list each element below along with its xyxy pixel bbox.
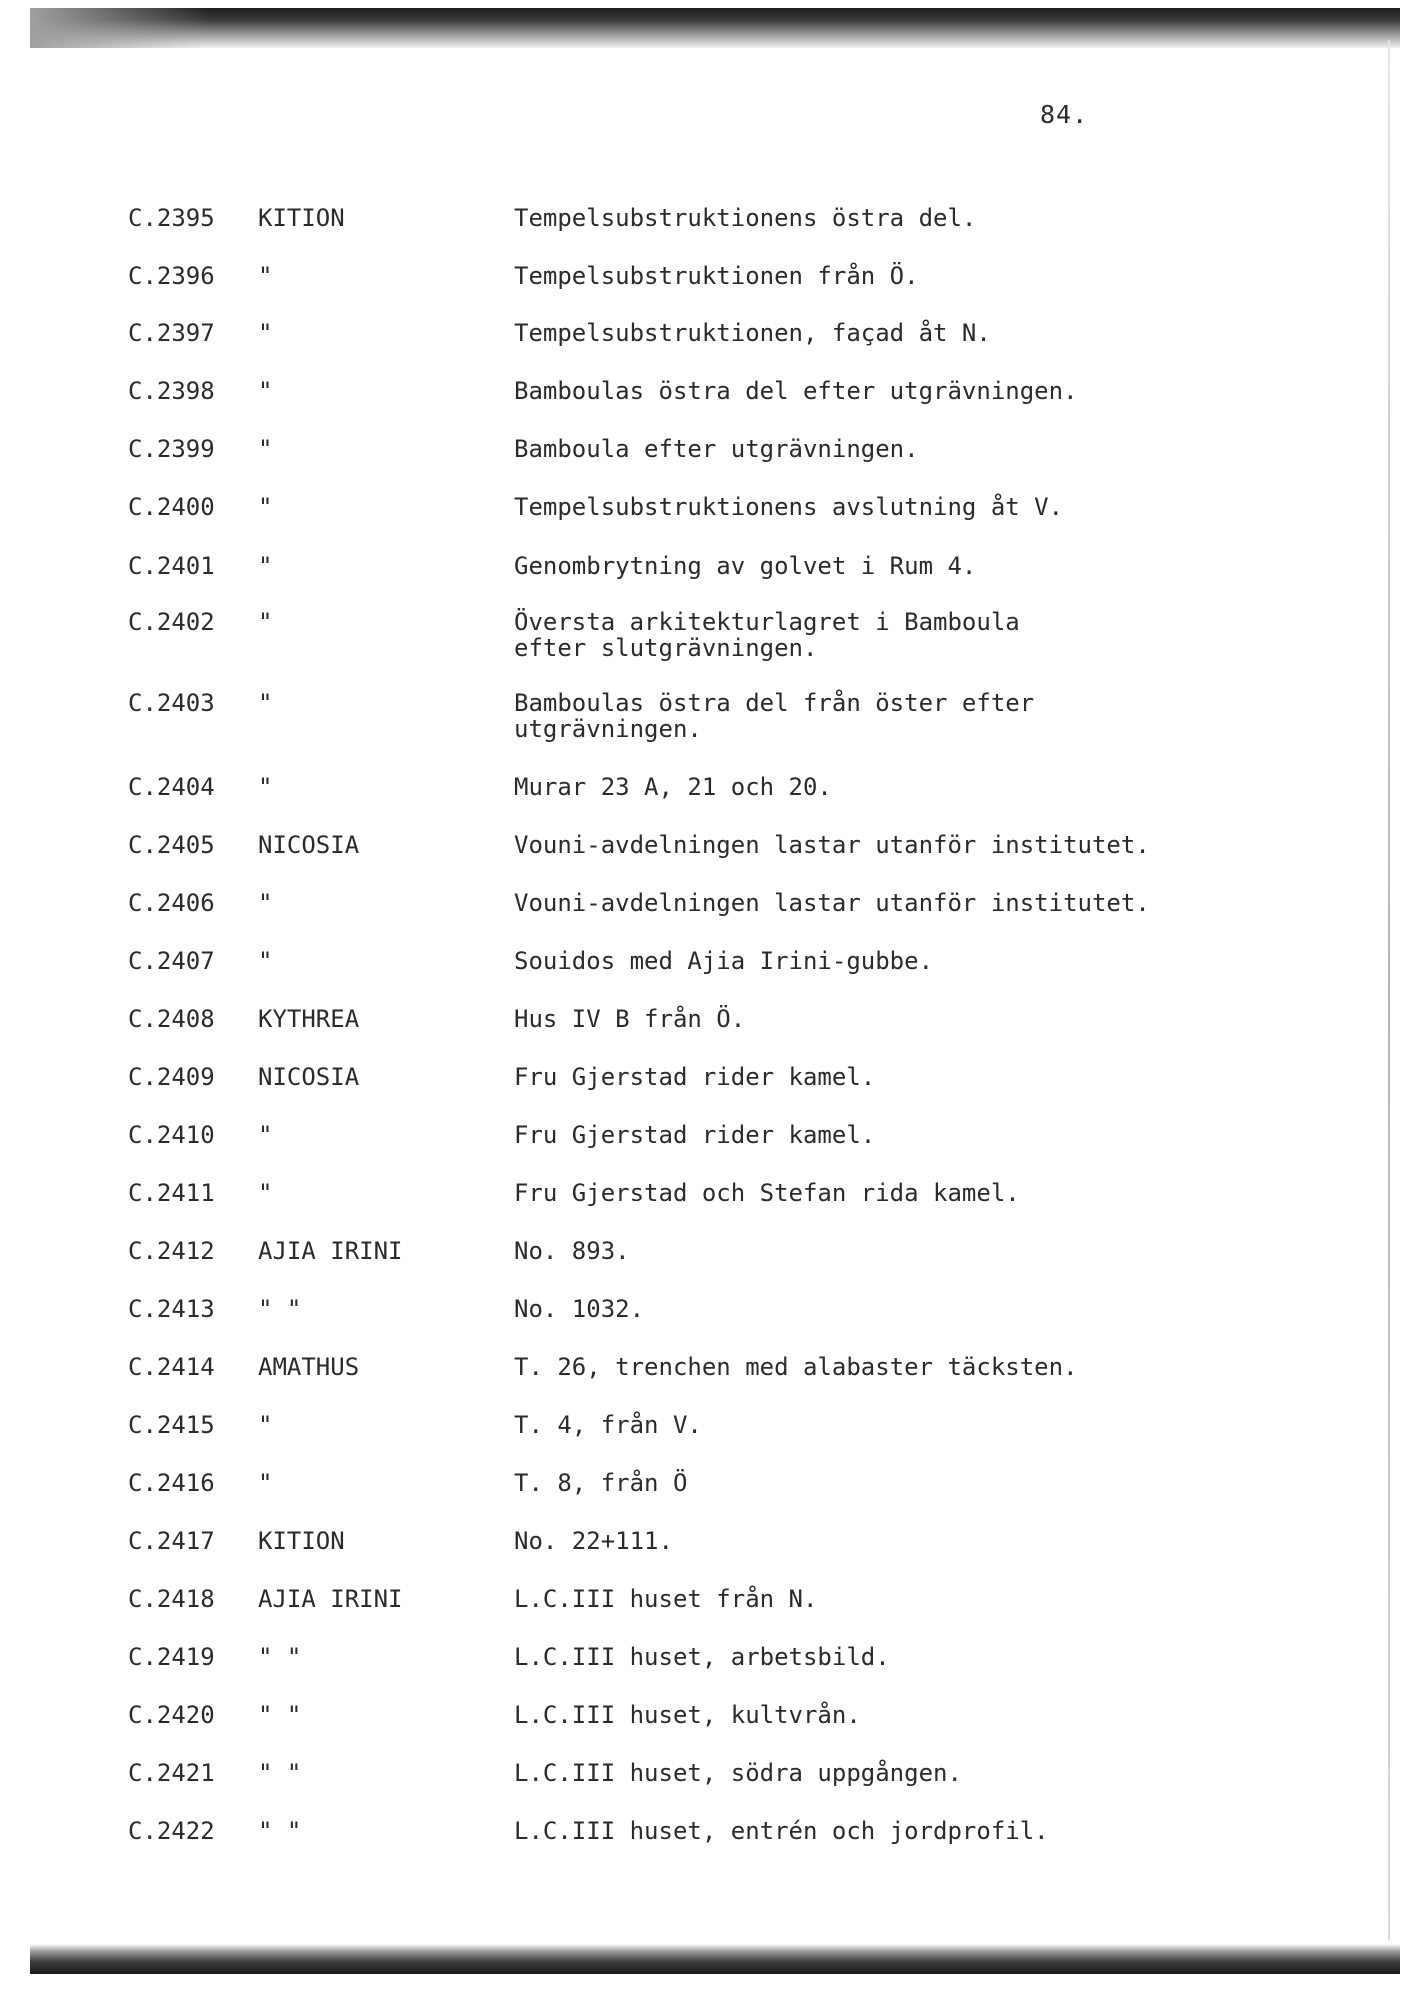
entry-number: C.2403 [128,689,215,717]
entry-number: C.2421 [128,1759,215,1787]
entry-description: L.C.III huset, entrén och jordprofil. [514,1817,1049,1845]
entry-site: " [258,377,273,405]
entry-site: " [258,889,273,917]
entry-description: Vouni-avdelningen lastar utanför institutet. [514,831,1150,859]
entry-description: Vouni-avdelningen lastar utanför institutet. [514,889,1150,917]
catalog-entry [0,1180,1414,1240]
entry-number: C.2414 [128,1353,215,1381]
entry-site: KITION [258,204,345,232]
entry-number: C.2417 [128,1527,215,1555]
entry-description: T. 26, trenchen med alabaster täcksten. [514,1353,1078,1381]
entry-description: Hus IV B från Ö. [514,1005,746,1033]
catalog-entry [0,1586,1414,1646]
entry-number: C.2406 [128,889,215,917]
entry-description: Souidos med Ajia Irini-gubbe. [514,947,934,975]
catalog-entry [0,609,1414,669]
entry-description: Bamboulas östra del från öster efter utgrävningen. [514,689,1035,743]
entry-site: AJIA IRINI [258,1237,403,1265]
entry-description: Tempelsubstruktionens östra del. [514,204,977,232]
catalog-entry [0,1064,1414,1124]
catalog-entry [0,1412,1414,1472]
entry-site: " " [258,1701,302,1729]
entry-description: No. 1032. [514,1295,645,1323]
entry-site: " [258,1121,273,1149]
entry-description: L.C.III huset, kultvrån. [514,1701,861,1729]
catalog-entry [0,1644,1414,1704]
entry-site: " [258,1411,273,1439]
entry-site: NICOSIA [258,1063,360,1091]
entry-number: C.2422 [128,1817,215,1845]
entry-number: C.2411 [128,1179,215,1207]
entry-number: C.2405 [128,831,215,859]
entry-description: L.C.III huset från N. [514,1585,818,1613]
entry-site: " [258,319,273,347]
catalog-entry [0,320,1414,380]
entry-number: C.2399 [128,435,215,463]
entry-description: L.C.III huset, södra uppgången. [514,1759,962,1787]
entry-number: C.2420 [128,1701,215,1729]
entry-description: T. 4, från V. [514,1411,702,1439]
entry-number: C.2398 [128,377,215,405]
entry-description: Tempelsubstruktionen från Ö. [514,262,919,290]
catalog-entry [0,1006,1414,1066]
entry-site: " [258,608,273,636]
entry-site: AJIA IRINI [258,1585,403,1613]
catalog-entry [0,436,1414,496]
entry-number: C.2395 [128,204,215,232]
entry-description: Bamboula efter utgrävningen. [514,435,919,463]
entry-number: C.2415 [128,1411,215,1439]
entry-number: C.2407 [128,947,215,975]
catalog-entry [0,1702,1414,1762]
entry-site: " [258,1469,273,1497]
catalog-entry [0,1818,1414,1878]
entry-site: KYTHREA [258,1005,360,1033]
entry-site: " [258,435,273,463]
entry-site: " [258,689,273,717]
catalog-entry [0,1238,1414,1298]
entry-number: C.2401 [128,552,215,580]
entry-site: " " [258,1295,302,1323]
entry-number: C.2400 [128,493,215,521]
entry-site: NICOSIA [258,831,360,859]
catalog-entry [0,205,1414,265]
catalog-entry [0,553,1414,613]
catalog-entry [0,378,1414,438]
entry-site: " " [258,1759,302,1787]
entry-number: C.2413 [128,1295,215,1323]
entry-site: " " [258,1643,302,1671]
entry-description: Bamboulas östra del efter utgrävningen. [514,377,1078,405]
entry-description: Fru Gjerstad rider kamel. [514,1121,876,1149]
catalog-entry [0,1528,1414,1588]
catalog-entry [0,948,1414,1008]
catalog-entry [0,494,1414,554]
catalog-entry [0,1354,1414,1414]
entry-number: C.2396 [128,262,215,290]
entry-description: No. 22+111. [514,1527,673,1555]
catalog-entry [0,690,1414,750]
entry-description: Tempelsubstruktionen, façad åt N. [514,319,991,347]
entry-description: Genombrytning av golvet i Rum 4. [514,552,977,580]
entry-number: C.2408 [128,1005,215,1033]
entry-site: " [258,262,273,290]
entry-site: KITION [258,1527,345,1555]
entry-site: " [258,552,273,580]
entry-site: " [258,773,273,801]
entry-number: C.2419 [128,1643,215,1671]
entry-number: C.2410 [128,1121,215,1149]
entry-number: C.2404 [128,773,215,801]
entry-number: C.2418 [128,1585,215,1613]
catalog-entry [0,1760,1414,1820]
entry-description: No. 893. [514,1237,630,1265]
catalog-entry [0,1122,1414,1182]
entry-site: " [258,947,273,975]
entry-site: " " [258,1817,302,1845]
entry-description: L.C.III huset, arbetsbild. [514,1643,890,1671]
entry-description: Fru Gjerstad rider kamel. [514,1063,876,1091]
entry-description: Murar 23 A, 21 och 20. [514,773,832,801]
catalog-entry [0,774,1414,834]
entry-description: Fru Gjerstad och Stefan rida kamel. [514,1179,1020,1207]
catalog-entry [0,1470,1414,1530]
catalog-entry [0,832,1414,892]
entry-number: C.2397 [128,319,215,347]
page-number: 84. [1040,100,1089,129]
entry-site: " [258,493,273,521]
entry-description: Översta arkitekturlagret i Bamboula efter slutgrävningen. [514,608,1020,662]
entry-number: C.2416 [128,1469,215,1497]
catalog-entry [0,263,1414,323]
entry-description: Tempelsubstruktionens avslutning åt V. [514,493,1064,521]
entry-site: AMATHUS [258,1353,360,1381]
entry-number: C.2412 [128,1237,215,1265]
entry-description: T. 8, från Ö [514,1469,688,1497]
catalog-entry [0,890,1414,950]
entry-site: " [258,1179,273,1207]
entry-number: C.2402 [128,608,215,636]
catalog-entry [0,1296,1414,1356]
entry-number: C.2409 [128,1063,215,1091]
